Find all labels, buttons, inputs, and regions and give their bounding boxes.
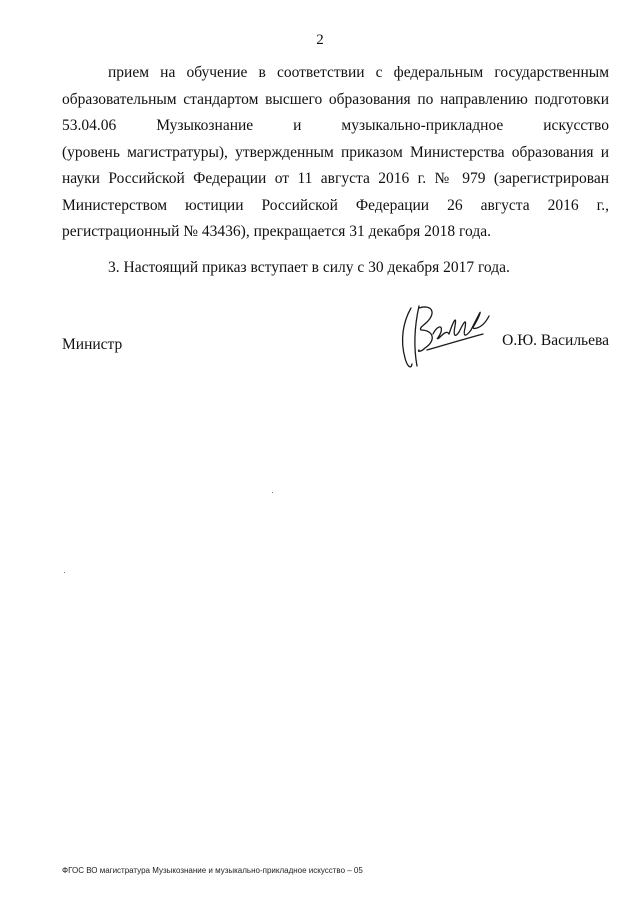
paragraph-line: науки Российской Федерации от 11 августа 2016 г. № 979 (зарегистрирован bbox=[62, 170, 609, 187]
paragraph-effective-date: 3. Настоящий приказ вступает в силу с 30 декабря 2017 года. bbox=[108, 258, 510, 276]
page-number: 2 bbox=[316, 32, 324, 48]
paragraph-line: (уровень магистратуры), утвержденным приказом Министерства образования и bbox=[62, 143, 609, 161]
paragraph-line: образовательным стандартом высшего образования по направлению подготовки bbox=[62, 90, 609, 108]
paragraph-line: прием на обучение в соответствии с федеральным государственным bbox=[108, 64, 609, 81]
signatory-name: О.Ю. Васильева bbox=[502, 332, 609, 349]
paragraph-continuation bbox=[62, 60, 609, 246]
signature-block bbox=[62, 300, 609, 380]
scan-artifact bbox=[64, 572, 65, 573]
footer-note: ФГОС ВО магистратура Музыкознание и музыкально-прикладное искусство – 05 bbox=[62, 866, 363, 875]
handwritten-signature bbox=[397, 300, 497, 372]
document-body bbox=[62, 60, 609, 281]
paragraph-line: 53.04.06 Музыкознание и музыкально-прикладное искусство bbox=[62, 117, 609, 134]
position-label: Министр bbox=[62, 336, 123, 353]
paragraph-line: регистрационный № 43436), прекращается 31 декабря 2018 года. bbox=[62, 223, 491, 240]
scan-artifact bbox=[272, 492, 273, 493]
paragraph-line: Министерством юстиции Российской Федерации 26 августа 2016 г., bbox=[62, 196, 609, 214]
